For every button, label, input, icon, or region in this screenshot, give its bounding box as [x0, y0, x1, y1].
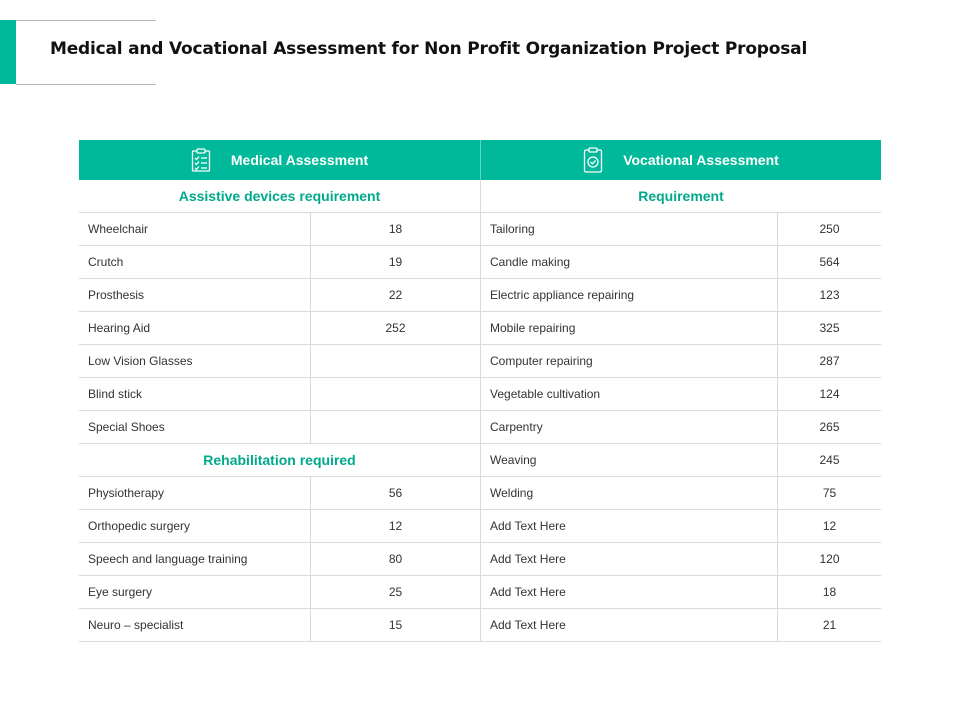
vocational-item-label: Add Text Here: [480, 609, 777, 642]
title-accent-bar: [0, 20, 16, 84]
rehabilitation-item-label: Neuro – specialist: [79, 609, 310, 642]
vocational-assessment-header: [480, 140, 881, 180]
rehabilitation-item-value: 25: [310, 576, 480, 609]
assistive-item-value: 22: [310, 279, 480, 312]
vocational-item-value: 18: [777, 576, 881, 609]
vocational-item-label: Electric appliance repairing: [480, 279, 777, 312]
vocational-item-value: 120: [777, 543, 881, 576]
medical-assessment-label: Medical Assessment: [230, 152, 369, 168]
vocational-item-value: 75: [777, 477, 881, 510]
rehabilitation-item-value: 12: [310, 510, 480, 543]
assistive-item-value: 19: [310, 246, 480, 279]
vocational-item-value: 124: [777, 378, 881, 411]
assistive-item-label: Crutch: [79, 246, 310, 279]
vocational-item-label: Tailoring: [480, 213, 777, 246]
rehabilitation-item-label: Eye surgery: [79, 576, 310, 609]
rehabilitation-item-label: Orthopedic surgery: [79, 510, 310, 543]
rehabilitation-item-label: Physiotherapy: [79, 477, 310, 510]
requirement-heading: Requirement: [480, 180, 881, 213]
assistive-item-label: Hearing Aid: [79, 312, 310, 345]
vocational-item-value: 245: [777, 444, 881, 477]
title-rule-top: [16, 20, 156, 21]
vocational-item-label: Welding: [480, 477, 777, 510]
assistive-item-label: Blind stick: [79, 378, 310, 411]
vocational-item-value: 325: [777, 312, 881, 345]
assistive-item-value: [310, 411, 480, 444]
checklist-icon: [191, 148, 211, 172]
rehabilitation-item-value: 80: [310, 543, 480, 576]
vocational-item-label: Vegetable cultivation: [480, 378, 777, 411]
vocational-item-label: Add Text Here: [480, 543, 777, 576]
vocational-item-label: Weaving: [480, 444, 777, 477]
clipboard-check-icon: [583, 147, 603, 173]
assistive-item-label: Low Vision Glasses: [79, 345, 310, 378]
rehabilitation-item-label: Speech and language training: [79, 543, 310, 576]
vocational-item-label: Computer repairing: [480, 345, 777, 378]
vocational-item-label: Carpentry: [480, 411, 777, 444]
assistive-item-value: 252: [310, 312, 480, 345]
vocational-item-value: 287: [777, 345, 881, 378]
assistive-item-value: [310, 345, 480, 378]
vocational-item-value: 265: [777, 411, 881, 444]
assistive-item-label: Special Shoes: [79, 411, 310, 444]
vocational-item-value: 123: [777, 279, 881, 312]
assistive-item-value: [310, 378, 480, 411]
page-title: Medical and Vocational Assessment for Non Profit Organization Project Proposal: [50, 39, 808, 59]
vocational-item-value: 250: [777, 213, 881, 246]
vocational-item-value: 21: [777, 609, 881, 642]
medical-assessment-header: [79, 140, 480, 180]
vocational-assessment-label: Vocational Assessment: [623, 152, 779, 168]
rehabilitation-item-value: 15: [310, 609, 480, 642]
assistive-item-value: 18: [310, 213, 480, 246]
vocational-item-label: Candle making: [480, 246, 777, 279]
vocational-item-value: 12: [777, 510, 881, 543]
rehabilitation-item-value: 56: [310, 477, 480, 510]
title-rule-bottom: [16, 84, 156, 85]
assistive-item-label: Prosthesis: [79, 279, 310, 312]
assessment-table: [79, 140, 881, 643]
vocational-item-label: Add Text Here: [480, 510, 777, 543]
rehabilitation-heading: Rehabilitation required: [79, 444, 480, 477]
vocational-item-value: 564: [777, 246, 881, 279]
assistive-item-label: Wheelchair: [79, 213, 310, 246]
vocational-item-label: Mobile repairing: [480, 312, 777, 345]
assistive-devices-heading: Assistive devices requirement: [79, 180, 480, 213]
vocational-item-label: Add Text Here: [480, 576, 777, 609]
